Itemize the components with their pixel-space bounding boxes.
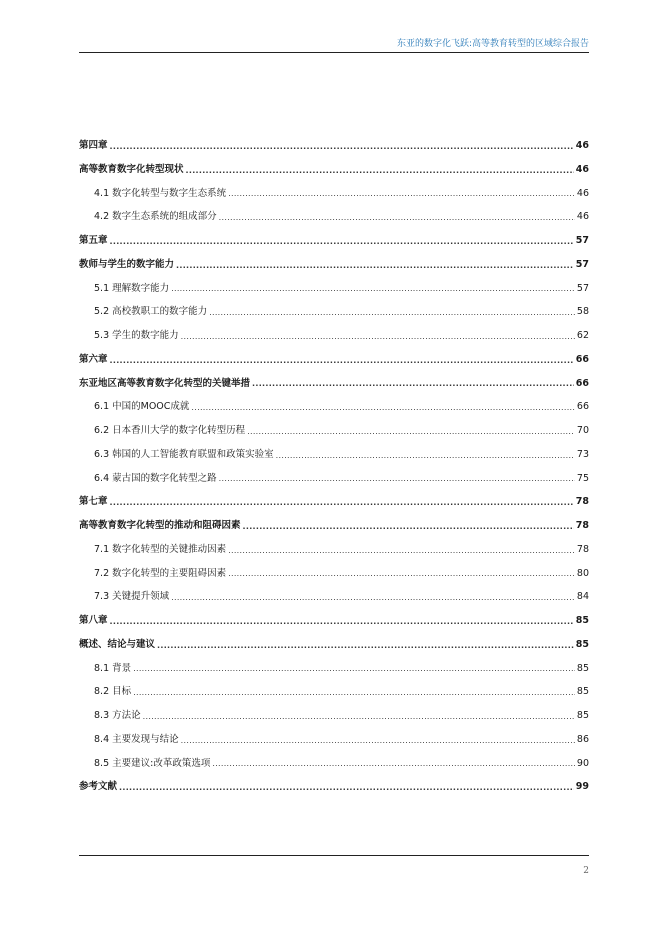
- toc-entry-label: 5.1 理解数字能力: [94, 282, 170, 294]
- toc-entry-section[interactable]: [79, 657, 589, 681]
- toc-entry-page: 57: [575, 258, 589, 270]
- toc-entry-section[interactable]: [79, 419, 589, 443]
- dot-leader: [219, 212, 575, 222]
- toc-entry-page: 70: [576, 425, 589, 437]
- toc-entry-chapter[interactable]: [79, 229, 589, 253]
- dot-leader: [228, 545, 575, 555]
- toc-entry-label: 6.1 中国的MOOC成就: [94, 401, 190, 413]
- dot-leader: [171, 592, 575, 602]
- dot-leader: [228, 188, 575, 198]
- toc-entry-page: 80: [576, 567, 589, 579]
- dot-leader: [181, 735, 575, 745]
- toc-entry-label: 8.4 主要发现与结论: [94, 733, 179, 745]
- toc-entry-chapter[interactable]: [79, 490, 589, 514]
- toc-entry-label: 6.4 蒙古国的数字化转型之路: [94, 472, 217, 484]
- dot-leader: [143, 711, 575, 721]
- toc-entry-label: 第六章: [79, 353, 108, 365]
- toc-entry-label: 东亚地区高等教育数字化转型的关键举措: [79, 377, 251, 389]
- toc-entry-label: 5.3 学生的数字能力: [94, 330, 179, 342]
- toc-entry-page: 84: [576, 591, 589, 603]
- toc-entry-page: 85: [575, 638, 589, 650]
- toc-entry-chapter[interactable]: [79, 253, 589, 277]
- dot-leader: [176, 260, 574, 270]
- toc-entry-page: 66: [575, 353, 589, 365]
- toc-entry-label: 7.2 数字化转型的主要阻碍因素: [94, 567, 227, 579]
- running-header-title: 东亚的数字化飞跃:高等教育转型的区域综合报告: [396, 39, 589, 49]
- toc-entry-page: 86: [576, 733, 589, 745]
- toc-entry-section[interactable]: [79, 562, 589, 586]
- dot-leader: [110, 616, 574, 626]
- toc-entry-label: 概述、结论与建议: [79, 638, 156, 650]
- toc-entry-page: 57: [575, 235, 589, 247]
- toc-entry-chapter[interactable]: [79, 514, 589, 538]
- toc-entry-section[interactable]: [79, 395, 589, 419]
- toc-entry-chapter[interactable]: [79, 158, 589, 182]
- toc-entry-section[interactable]: [79, 704, 589, 728]
- dot-leader: [133, 663, 575, 673]
- toc-entry-page: 78: [576, 543, 589, 555]
- dot-leader: [228, 568, 575, 578]
- dot-leader: [171, 283, 575, 293]
- toc-entry-page: 62: [576, 330, 589, 342]
- dot-leader: [110, 497, 574, 507]
- toc-entry-page: 85: [576, 662, 589, 674]
- toc-entry-page: 85: [575, 615, 589, 627]
- toc-entry-section[interactable]: [79, 205, 589, 229]
- toc-entry-label: 8.1 背景: [94, 662, 132, 674]
- toc-entry-page: 46: [575, 163, 589, 175]
- table-of-contents: [79, 134, 589, 799]
- toc-entry-chapter[interactable]: [79, 633, 589, 657]
- toc-entry-label: 8.3 方法论: [94, 710, 141, 722]
- toc-entry-label: 6.2 日本香川大学的数字化转型历程: [94, 425, 246, 437]
- toc-entry-section[interactable]: [79, 585, 589, 609]
- toc-entry-chapter[interactable]: [79, 372, 589, 396]
- toc-entry-page: 90: [576, 757, 589, 769]
- toc-entry-label: 第八章: [79, 615, 108, 627]
- toc-entry-label: 第四章: [79, 140, 108, 152]
- dot-leader: [110, 355, 574, 365]
- toc-entry-page: 66: [575, 377, 589, 389]
- dot-leader: [247, 426, 575, 436]
- toc-entry-label: 第七章: [79, 496, 108, 508]
- dot-leader: [119, 782, 574, 792]
- toc-entry-label: 教师与学生的数字能力: [79, 258, 175, 270]
- toc-entry-section[interactable]: [79, 467, 589, 491]
- toc-entry-page: 75: [576, 472, 589, 484]
- toc-entry-section[interactable]: [79, 182, 589, 206]
- toc-entry-section[interactable]: [79, 277, 589, 301]
- toc-entry-page: 46: [575, 140, 589, 152]
- toc-entry-section[interactable]: [79, 752, 589, 776]
- toc-entry-page: 57: [576, 282, 589, 294]
- dot-leader: [209, 307, 575, 317]
- page-footer: [79, 855, 589, 876]
- toc-entry-section[interactable]: [79, 324, 589, 348]
- toc-entry-label: 7.3 关键提升领域: [94, 591, 170, 603]
- toc-entry-label: 6.3 韩国的人工智能教育联盟和政策实验室: [94, 448, 274, 460]
- toc-entry-label: 8.2 目标: [94, 686, 132, 698]
- toc-entry-page: 78: [575, 520, 589, 532]
- page-number: 2: [583, 866, 589, 876]
- toc-entry-chapter[interactable]: [79, 348, 589, 372]
- toc-entry-label: 高等教育数字化转型现状: [79, 163, 184, 175]
- dot-leader: [110, 141, 574, 151]
- toc-entry-label: 参考文献: [79, 781, 118, 793]
- dot-leader: [212, 758, 575, 768]
- toc-entry-label: 4.1 数字化转型与数字生态系统: [94, 187, 227, 199]
- toc-entry-page: 99: [575, 781, 589, 793]
- toc-entry-chapter[interactable]: [79, 775, 589, 799]
- toc-entry-page: 85: [576, 710, 589, 722]
- toc-entry-page: 66: [576, 401, 589, 413]
- toc-entry-page: 73: [576, 448, 589, 460]
- dot-leader: [133, 687, 575, 697]
- toc-entry-section[interactable]: [79, 300, 589, 324]
- dot-leader: [191, 402, 574, 412]
- dot-leader: [252, 378, 574, 388]
- toc-entry-label: 第五章: [79, 235, 108, 247]
- toc-entry-page: 46: [576, 211, 589, 223]
- dot-leader: [157, 640, 574, 650]
- page-header: [79, 32, 589, 53]
- toc-entry-page: 46: [576, 187, 589, 199]
- toc-entry-page: 85: [576, 686, 589, 698]
- toc-entry-label: 7.1 数字化转型的关键推动因素: [94, 543, 227, 555]
- toc-entry-label: 5.2 高校教职工的数字能力: [94, 306, 208, 318]
- dot-leader: [181, 331, 575, 341]
- toc-entry-chapter[interactable]: [79, 609, 589, 633]
- toc-entry-section[interactable]: [79, 538, 589, 562]
- dot-leader: [276, 450, 575, 460]
- toc-entry-page: 58: [576, 306, 589, 318]
- dot-leader: [219, 473, 575, 483]
- toc-entry-label: 高等教育数字化转型的推动和阻碍因素: [79, 520, 241, 532]
- toc-entry-page: 78: [575, 496, 589, 508]
- toc-entry-section[interactable]: [79, 728, 589, 752]
- toc-entry-label: 4.2 数字生态系统的组成部分: [94, 211, 217, 223]
- dot-leader: [186, 165, 574, 175]
- dot-leader: [110, 236, 574, 246]
- toc-entry-label: 8.5 主要建议:改革政策选项: [94, 757, 211, 769]
- toc-entry-chapter[interactable]: [79, 134, 589, 158]
- dot-leader: [243, 521, 574, 531]
- toc-entry-section[interactable]: [79, 443, 589, 467]
- toc-entry-section[interactable]: [79, 680, 589, 704]
